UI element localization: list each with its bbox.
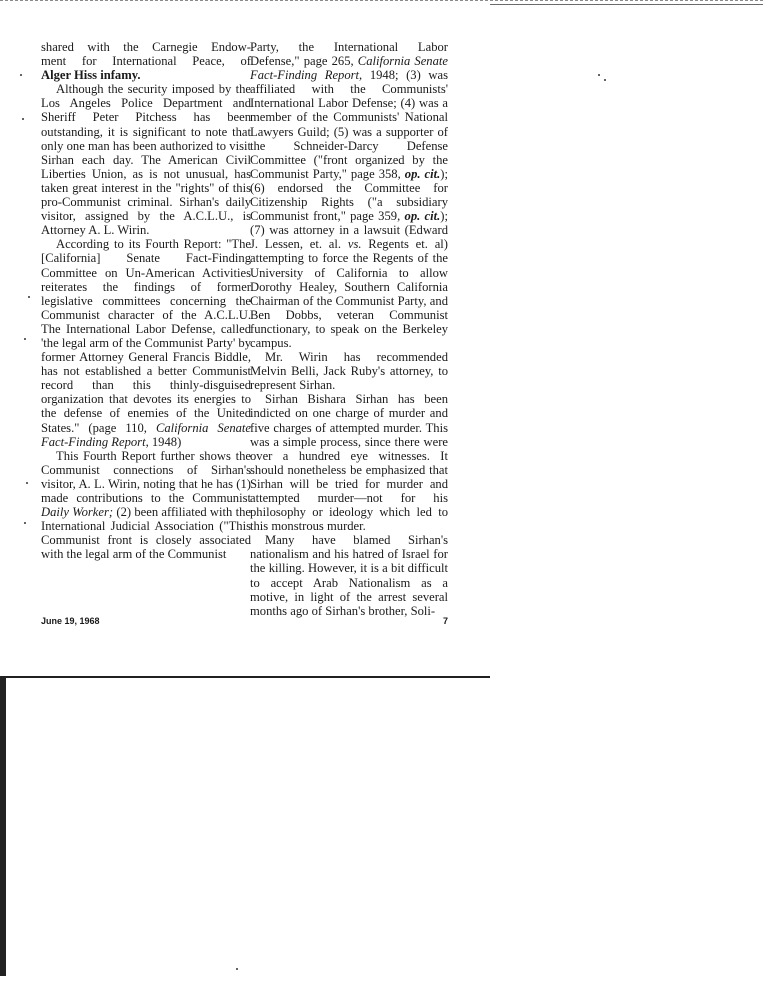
page-number: 7	[442, 616, 448, 626]
bottom-scan-edge	[0, 676, 490, 684]
citation: vs.	[347, 237, 362, 252]
right-text-column	[250, 40, 448, 618]
page-footer	[41, 616, 448, 630]
paragraph	[41, 68, 251, 82]
scan-speck	[24, 522, 26, 524]
citation: op. cit.	[404, 209, 441, 224]
line: shared with the Carnegie Endow-	[41, 40, 251, 54]
paragraph	[41, 237, 251, 448]
paragraph	[41, 449, 251, 562]
text-run: 1948)	[148, 434, 182, 449]
left-text-column	[41, 40, 251, 561]
text-run: Party, the International Labor Defense," page 265,	[250, 40, 448, 69]
paragraph	[41, 54, 251, 68]
paragraph: Mr. Wirin has recommended Melvin Belli, Jack Ruby's attorney, to represent Sirhan.	[250, 350, 448, 393]
citation: op. cit.	[404, 166, 441, 181]
line: ment for International Peace, of	[41, 54, 251, 69]
text-run: This Fourth Report further shows the Communist connections of Sirhan's visitor, A. L. Wirin, noting that he has (1) made contributions to the Communist	[41, 448, 251, 505]
scan-speck	[236, 968, 238, 970]
text-run: 1948; (3) was affiliated with the Communists' International Labor Defense; (4) was a member of the Communists' National Lawyers Guild; (5) was a supporter of the Schneider-Darcy Defense Committee ("front organized by the Communist Party," page 358,	[250, 68, 448, 181]
scan-speck	[20, 74, 22, 76]
scan-speck	[598, 74, 600, 76]
scan-speck	[26, 482, 28, 484]
scan-speck	[28, 296, 30, 298]
text-run: ); (6) endorsed the Committee for Citizenship Rights ("a subsidiary Communist front," page 359,	[250, 166, 448, 224]
paragraph	[41, 40, 251, 54]
issue-date: June 19, 1968	[41, 616, 100, 626]
text-run: According to its Fourth Report: "The [California] Senate Fact-Finding Committee on Un-American Activities reiterates the findings of former legislative committees concerning the Communist character of the A.C.L.U. The International Labor Defense, called 'the legal arm of the Communist Party' by former Attorney General Francis Biddle, has not established a better Communist record than this thinly-disguised organization that devotes its energies to the defense of enemies of the United States." (page 110,	[41, 237, 251, 435]
text-run: (2) been affiliated with the International Judicial Association ("This Communist front is closely associated with the legal arm of the Communist	[41, 505, 251, 562]
line: Alger Hiss infamy.	[41, 68, 141, 83]
paragraph: Sirhan Bishara Sirhan has been indicted on one charge of murder and five charges of attempted murder. This was a simple process, since there were over a hundred eye witnesses. It should nonetheless be emphasized that Sirhan will be tried for murder and attempted murder—not for his philosophy or ideology which led to this monstrous murder.	[250, 392, 448, 534]
publication-title: Daily Worker;	[41, 505, 114, 520]
text-run: ); (7) was attorney in a lawsuit (Edward J. Lessen, et. al.	[250, 209, 448, 252]
top-scan-edge	[0, 0, 763, 8]
paragraph	[250, 40, 448, 350]
scan-speck	[604, 79, 606, 81]
scan-speck	[24, 338, 26, 340]
citation: California Senate Fact-Finding Report,	[41, 420, 251, 449]
citation: California Senate Fact-Finding Report,	[250, 54, 448, 83]
paragraph: Many have blamed Sirhan's nationalism and his hatred of Israel for the killing. However, it is a bit difficult to accept Arab Nationalism as a motive, in light of the arrest several months ago of Sirhan's brother, Soli-	[250, 533, 448, 618]
paragraph: Although the security imposed by the Los Angeles Police Department and Sheriff Peter Pitchess has been outstanding, it is significant to note that only one man has been authorized to visit Sirhan each day. The American Civil Liberties Union, as is not unusual, has taken great interest in the "rights" of this pro-Communist criminal. Sirhan's daily visitor, assigned by the A.C.L.U., is Attorney A. L. Wirin.	[41, 82, 251, 238]
text-run: Regents et. al) attempting to force the Regents of the University of California to allow Dorothy Healey, Southern California Chairman of the Communist Party, and Ben Dobbs, veteran Communist functionary, to speak on the Berkeley campus.	[250, 237, 448, 350]
scan-speck	[22, 118, 24, 120]
